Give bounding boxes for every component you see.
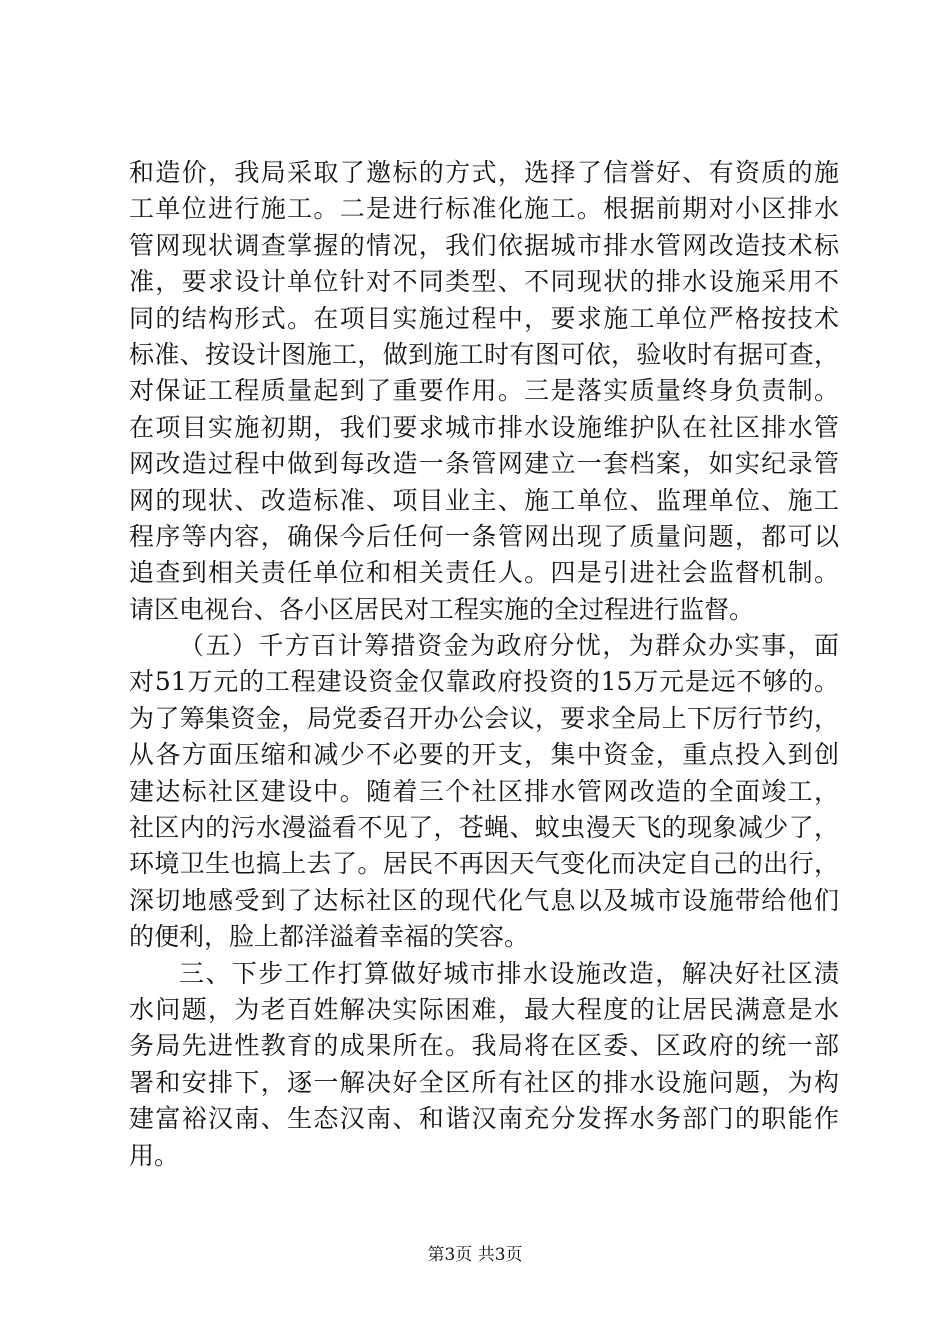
text-line: 三、下步工作打算做好城市排水设施改造，解决好社区渍 [179, 958, 839, 988]
text-line: 务局先进性教育的成果所在。我局将在区委、区政府的统一部 [129, 1031, 839, 1061]
text-line: 的便利，脸上都洋溢着幸福的笑容。 [129, 922, 530, 952]
text-line: 对保证工程质量起到了重要作用。三是落实质量终身负责制。 [129, 376, 839, 406]
text-line: 水问题，为老百姓解决实际困难，最大程度的让居民满意是水 [129, 994, 839, 1024]
text-line: 在项目实施初期，我们要求城市排水设施维护队在社区排水管 [129, 412, 839, 442]
text-line: 建达标社区建设中。随着三个社区排水管网改造的全面竣工， [129, 776, 839, 806]
text-line: 深切地感受到了达标社区的现代化气息以及城市设施带给他们 [129, 885, 839, 915]
document-body [129, 155, 839, 1174]
text-line: 程序等内容，确保今后任何一条管网出现了质量问题，都可以 [129, 521, 839, 551]
text-line: 网的现状、改造标准、项目业主、施工单位、监理单位、施工 [129, 485, 839, 515]
text-line: 请区电视台、各小区居民对工程实施的全过程进行监督。 [129, 594, 755, 624]
text-line: 标准、按设计图施工，做到施工时有图可依，验收时有据可查， [129, 339, 839, 369]
text-line: 建富裕汉南、生态汉南、和谐汉南充分发挥水务部门的职能作 [129, 1104, 839, 1134]
text-line: 网改造过程中做到每改造一条管网建立一套档案，如实纪录管 [129, 449, 839, 479]
text-line: 环境卫生也搞上去了。居民不再因天气变化而决定自己的出行， [129, 849, 839, 879]
text-line: 从各方面压缩和减少不必要的开支，集中资金，重点投入到创 [129, 740, 839, 770]
text-line: 管网现状调查掌握的情况，我们依据城市排水管网改造技术标 [129, 230, 839, 260]
text-line: （五）千方百计筹措资金为政府分忧，为群众办实事，面 [179, 631, 839, 661]
text-line: 工单位进行施工。二是进行标准化施工。根据前期对小区排水 [129, 194, 839, 224]
page-footer: 第3页 共3页 [427, 1245, 523, 1265]
text-line: 社区内的污水漫溢看不见了，苍蝇、蚊虫漫天飞的现象减少了， [129, 813, 839, 843]
text-line: 和造价，我局采取了邀标的方式，选择了信誉好、有资质的施 [129, 158, 839, 187]
text-line: 为了筹集资金，局党委召开办公会议，要求全局上下厉行节约， [129, 703, 839, 733]
text-line: 署和安排下，逐一解决好全区所有社区的排水设施问题，为构 [129, 1067, 839, 1097]
text-line: 准，要求设计单位针对不同类型、不同现状的排水设施采用不 [129, 267, 839, 297]
text-line: 用。 [129, 1140, 180, 1170]
text-line: 追查到相关责任单位和相关责任人。四是引进社会监督机制。 [129, 558, 839, 588]
text-line: 同的结构形式。在项目实施过程中，要求施工单位严格按技术 [129, 303, 839, 333]
text-line: 对51万元的工程建设资金仅靠政府投资的15万元是远不够的。 [129, 667, 839, 697]
